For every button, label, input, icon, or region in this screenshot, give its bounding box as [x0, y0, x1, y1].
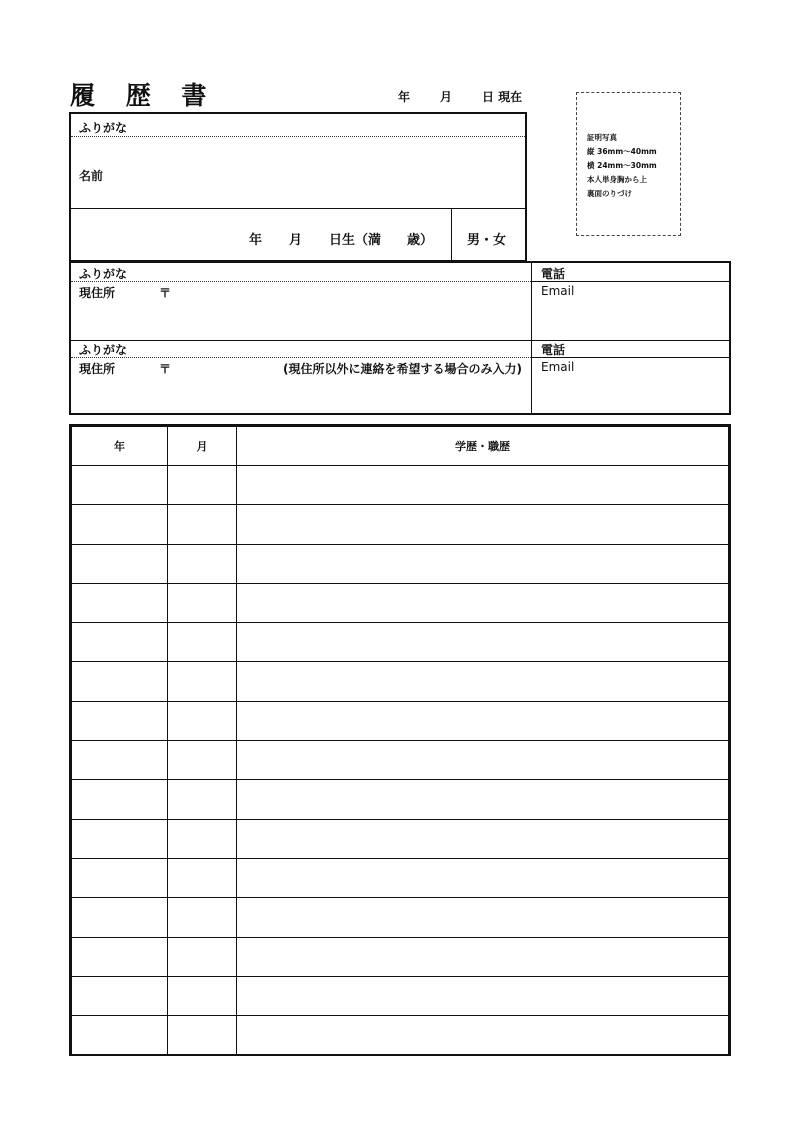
- address-furigana-label: ふりがな: [79, 267, 128, 281]
- history-year-cell[interactable]: [72, 1016, 168, 1055]
- address-email-input[interactable]: [541, 299, 723, 335]
- history-month-cell[interactable]: [168, 466, 237, 505]
- history-content-cell[interactable]: [237, 623, 729, 662]
- address-furigana-divider: [71, 281, 531, 282]
- history-year-cell[interactable]: [72, 819, 168, 858]
- history-year-cell[interactable]: [72, 662, 168, 701]
- history-year-cell[interactable]: [72, 937, 168, 976]
- phone-column-divider: [531, 263, 532, 413]
- history-row: [72, 898, 729, 937]
- contact-email-label: Email: [541, 360, 575, 374]
- contact-furigana-label: ふりがな: [79, 343, 128, 357]
- history-month-cell[interactable]: [168, 583, 237, 622]
- page-title: 履 歴 書: [70, 81, 218, 110]
- history-year-cell[interactable]: [72, 741, 168, 780]
- history-row: [72, 466, 729, 505]
- address-contact-divider: [71, 340, 729, 341]
- gender-select[interactable]: 男・女: [467, 233, 507, 248]
- history-content-cell[interactable]: [237, 898, 729, 937]
- contact-postal-mark: 〒: [159, 362, 172, 376]
- history-content-cell[interactable]: [237, 780, 729, 819]
- name-label: 名前: [79, 169, 104, 183]
- name-divider: [71, 208, 525, 209]
- contact-note: (現住所以外に連絡を希望する場合のみ入力): [283, 362, 522, 376]
- contact-address-input[interactable]: [176, 377, 526, 411]
- history-content-cell[interactable]: [237, 662, 729, 701]
- age-suffix-label: 歳）: [407, 233, 434, 248]
- history-year-cell[interactable]: [72, 505, 168, 544]
- birth-month-label: 月: [289, 233, 303, 248]
- history-table: [69, 424, 731, 1056]
- history-row: [72, 623, 729, 662]
- history-content-cell[interactable]: [237, 741, 729, 780]
- history-content-cell[interactable]: [237, 466, 729, 505]
- contact-current-label: 現住所: [79, 362, 116, 376]
- address-phone-divider: [531, 281, 729, 282]
- photo-line: 裏面のりづけ: [587, 189, 632, 198]
- address-current-label: 現住所: [79, 286, 116, 300]
- history-row: [72, 937, 729, 976]
- history-content-cell[interactable]: [237, 701, 729, 740]
- history-year-cell[interactable]: [72, 780, 168, 819]
- history-year-cell[interactable]: [72, 898, 168, 937]
- contact-furigana-divider: [71, 357, 531, 358]
- history-month-cell[interactable]: [168, 701, 237, 740]
- postal-mark: 〒: [159, 286, 172, 300]
- history-year-cell[interactable]: [72, 544, 168, 583]
- history-row: [72, 780, 729, 819]
- photo-placeholder[interactable]: [576, 92, 681, 236]
- history-row: [72, 741, 729, 780]
- history-row: [72, 858, 729, 897]
- history-month-cell[interactable]: [168, 858, 237, 897]
- contact-phone-divider: [531, 357, 729, 358]
- gender-divider: [451, 208, 452, 260]
- date-month-label: 月: [440, 90, 453, 104]
- history-month-cell[interactable]: [168, 623, 237, 662]
- history-row: [72, 505, 729, 544]
- history-month-cell[interactable]: [168, 976, 237, 1015]
- address-input[interactable]: [176, 283, 526, 335]
- history-year-cell[interactable]: [72, 466, 168, 505]
- history-row: [72, 701, 729, 740]
- history-month-cell[interactable]: [168, 780, 237, 819]
- history-content-cell[interactable]: [237, 1016, 729, 1055]
- photo-line: 縦 36mm～40mm: [587, 147, 657, 156]
- birth-year-label: 年: [249, 233, 263, 248]
- history-col-month: 月: [168, 427, 237, 466]
- history-row: [72, 1016, 729, 1055]
- history-month-cell[interactable]: [168, 819, 237, 858]
- history-content-cell[interactable]: [237, 505, 729, 544]
- history-month-cell[interactable]: [168, 505, 237, 544]
- date-day-label: 日 現在: [482, 90, 523, 104]
- address-section: [69, 261, 731, 415]
- history-month-cell[interactable]: [168, 662, 237, 701]
- address-phone-label: 電話: [541, 267, 566, 281]
- history-content-cell[interactable]: [237, 858, 729, 897]
- furigana-label: ふりがな: [79, 121, 128, 135]
- history-year-cell[interactable]: [72, 976, 168, 1015]
- history-row: [72, 819, 729, 858]
- date-year-label: 年: [398, 90, 411, 104]
- history-row: [72, 583, 729, 622]
- furigana-input[interactable]: [141, 116, 519, 134]
- address-email-label: Email: [541, 284, 575, 298]
- birth-day-age-label: 日生（満: [329, 233, 382, 248]
- history-row: [72, 544, 729, 583]
- photo-line: 本人単身胸から上: [587, 175, 647, 184]
- history-year-cell[interactable]: [72, 623, 168, 662]
- history-month-cell[interactable]: [168, 544, 237, 583]
- history-year-cell[interactable]: [72, 858, 168, 897]
- history-content-cell[interactable]: [237, 583, 729, 622]
- personal-info-section: [69, 112, 527, 262]
- history-content-cell[interactable]: [237, 544, 729, 583]
- photo-line: 証明写真: [587, 133, 617, 142]
- history-year-cell[interactable]: [72, 583, 168, 622]
- history-content-cell[interactable]: [237, 819, 729, 858]
- name-input[interactable]: [141, 142, 519, 204]
- photo-line: 横 24mm～30mm: [587, 161, 657, 170]
- contact-email-input[interactable]: [541, 375, 723, 411]
- history-col-content: 学歴・職歴: [237, 427, 729, 466]
- history-row: [72, 976, 729, 1015]
- history-col-year: 年: [72, 427, 168, 466]
- history-month-cell[interactable]: [168, 1016, 237, 1055]
- furigana-divider: [71, 136, 525, 137]
- history-month-cell[interactable]: [168, 741, 237, 780]
- history-content-cell[interactable]: [237, 937, 729, 976]
- contact-phone-label: 電話: [541, 343, 566, 357]
- history-year-cell[interactable]: [72, 701, 168, 740]
- history-header-row: [72, 427, 729, 466]
- history-month-cell[interactable]: [168, 937, 237, 976]
- history-content-cell[interactable]: [237, 976, 729, 1015]
- history-row: [72, 662, 729, 701]
- history-month-cell[interactable]: [168, 898, 237, 937]
